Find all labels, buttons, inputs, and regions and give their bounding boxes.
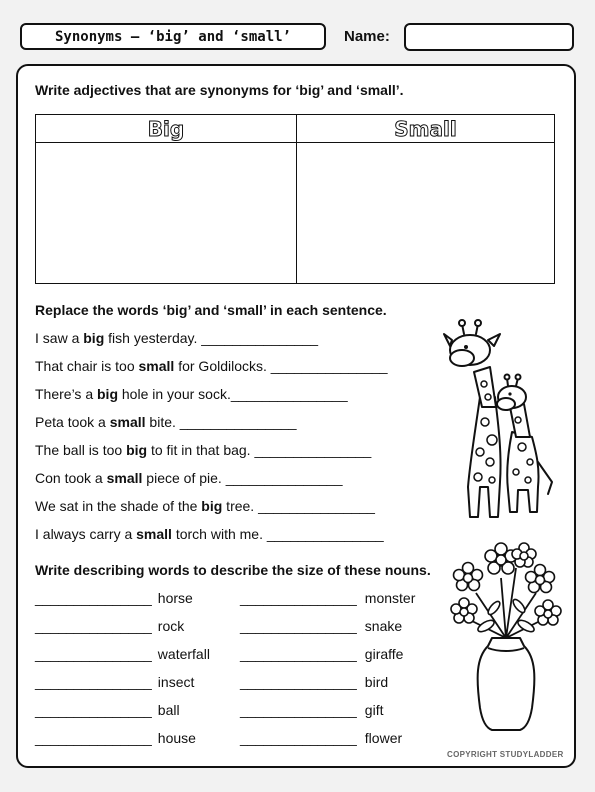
sentence-item: [35, 470, 343, 486]
sentence-item: [35, 442, 371, 458]
sentence-text: That chair is too: [35, 358, 139, 374]
noun-label: flower: [364, 730, 403, 746]
sentence-text: I saw a: [35, 330, 84, 346]
sentence-text: I always carry a: [35, 526, 137, 542]
sentence-item: [35, 498, 375, 514]
sentence-text: The ball is too: [35, 442, 127, 458]
noun-item-right[interactable]: [240, 674, 388, 690]
answer-blank[interactable]: _______________: [240, 618, 357, 634]
target-word: big: [83, 330, 105, 346]
name-field[interactable]: [404, 23, 574, 51]
noun-label: snake: [364, 618, 403, 634]
answer-blank[interactable]: _______________: [240, 702, 357, 718]
sentence-text: Peta took a: [35, 414, 110, 430]
sentence-item: [35, 414, 297, 430]
giraffe-illustration: [440, 312, 565, 527]
noun-item-right[interactable]: [240, 646, 403, 662]
noun-item-left[interactable]: [35, 618, 184, 634]
target-word: small: [106, 470, 143, 486]
sentence-blank[interactable]: bite. _______________: [145, 414, 297, 430]
name-label: Name:: [344, 28, 390, 45]
section2-instruction: Replace the words ‘big’ and ‘small’ in each sentence.: [35, 302, 387, 318]
noun-item-right[interactable]: [240, 730, 402, 746]
flower-vase-illustration: [446, 538, 566, 738]
noun-label: bird: [364, 674, 389, 690]
sentence-blank[interactable]: to fit in that bag. _______________: [147, 442, 372, 458]
noun-label: waterfall: [157, 646, 210, 662]
noun-item-right[interactable]: [240, 590, 415, 606]
copyright-notice: COPYRIGHT STUDYLADDER: [447, 750, 564, 759]
answer-blank[interactable]: _______________: [240, 730, 357, 746]
noun-label: gift: [364, 702, 384, 718]
sentence-blank[interactable]: hole in your sock._______________: [118, 386, 348, 402]
answer-blank[interactable]: _______________: [240, 646, 357, 662]
target-word: small: [138, 358, 175, 374]
column-header-small: Small: [297, 115, 554, 143]
sentence-item: [35, 386, 348, 402]
noun-item-left[interactable]: [35, 702, 180, 718]
answer-blank[interactable]: _______________: [35, 674, 152, 690]
sentence-item: [35, 526, 384, 542]
noun-item-left[interactable]: [35, 646, 210, 662]
target-word: big: [126, 442, 148, 458]
noun-item-right[interactable]: [240, 618, 402, 634]
answer-blank[interactable]: _______________: [35, 702, 152, 718]
sentence-blank[interactable]: piece of pie. _______________: [142, 470, 343, 486]
section3-instruction: Write describing words to describe the size of these nouns.: [35, 562, 431, 578]
noun-label: monster: [364, 590, 416, 606]
sentence-blank[interactable]: fish yesterday. _______________: [104, 330, 319, 346]
target-word: small: [136, 526, 172, 542]
noun-label: horse: [157, 590, 193, 606]
section1-instruction: Write adjectives that are synonyms for ‘big’ and ‘small’.: [35, 82, 404, 98]
big-answer-cell[interactable]: [36, 143, 297, 283]
noun-label: insect: [157, 674, 195, 690]
noun-label: rock: [157, 618, 185, 634]
sentence-blank[interactable]: tree. _______________: [222, 498, 375, 514]
sentence-blank[interactable]: for Goldilocks. _______________: [174, 358, 388, 374]
sentence-item: [35, 330, 318, 346]
sentence-text: We sat in the shade of the: [35, 498, 202, 514]
target-word: big: [201, 498, 223, 514]
noun-label: giraffe: [364, 646, 404, 662]
worksheet-title: Synonyms – ‘big’ and ‘small’: [20, 23, 326, 50]
answer-blank[interactable]: _______________: [240, 674, 357, 690]
answer-blank[interactable]: _______________: [35, 618, 152, 634]
target-word: small: [109, 414, 146, 430]
noun-item-left[interactable]: [35, 674, 194, 690]
noun-label: house: [157, 730, 196, 746]
noun-item-left[interactable]: [35, 730, 196, 746]
answer-blank[interactable]: _______________: [35, 646, 152, 662]
small-answer-cell[interactable]: [297, 143, 554, 283]
sentence-text: Con took a: [35, 470, 107, 486]
sentence-blank[interactable]: torch with me. _______________: [171, 526, 384, 542]
column-header-big: Big: [36, 115, 297, 143]
sentence-item: [35, 358, 388, 374]
answer-blank[interactable]: _______________: [240, 590, 357, 606]
noun-label: ball: [157, 702, 180, 718]
noun-item-left[interactable]: [35, 590, 193, 606]
answer-blank[interactable]: _______________: [35, 730, 152, 746]
target-word: big: [97, 386, 118, 402]
noun-item-right[interactable]: [240, 702, 383, 718]
synonym-table: [35, 114, 555, 284]
answer-blank[interactable]: _______________: [35, 590, 152, 606]
sentence-text: There’s a: [35, 386, 97, 402]
